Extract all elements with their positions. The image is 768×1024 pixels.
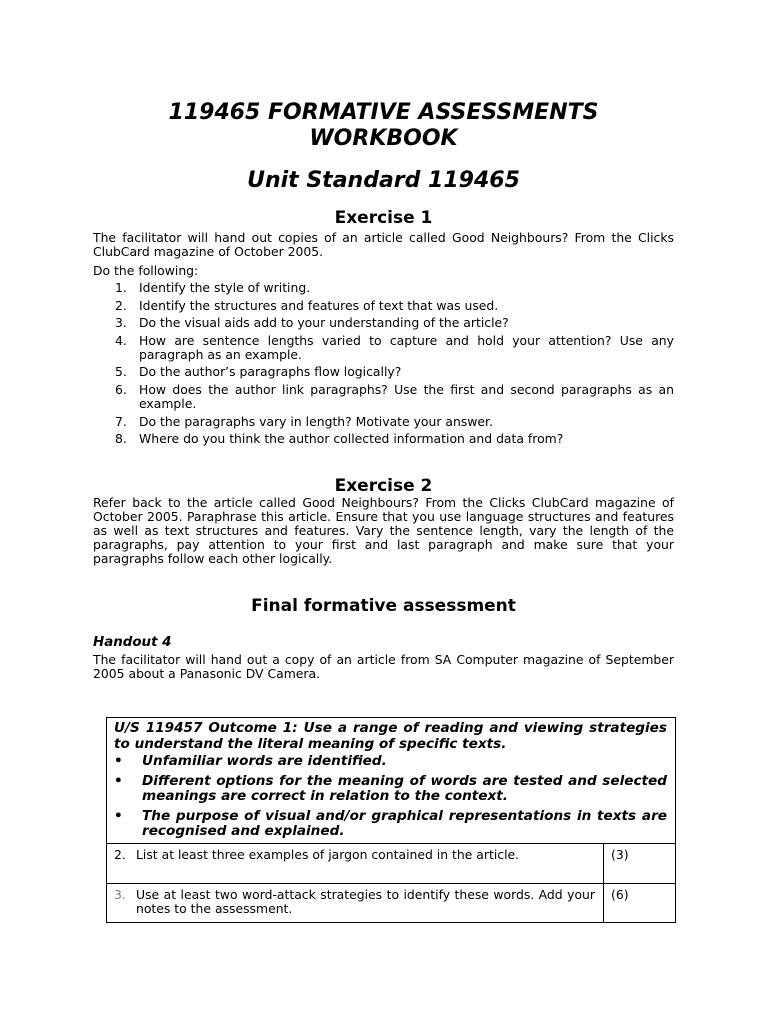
title-line-2: WORKBOOK xyxy=(309,126,458,151)
list-item: • Different options for the meaning of words are tested and selected meanings are correct in relation to the context. xyxy=(114,772,667,804)
list-item: 2. Identify the structures and features of text that was used. xyxy=(115,297,499,313)
bullet-icon: • xyxy=(114,807,123,824)
list-item: 3. Do the visual aids add to your understanding of the article? xyxy=(115,315,509,331)
list-item: 8. Where do you think the author collected information and data from? xyxy=(115,431,564,447)
list-item: 4. How are sentence lengths varied to capture and hold your attention? Use any paragraph as an example. xyxy=(115,332,674,362)
marks-cell: (3) xyxy=(604,843,676,883)
handout-label: Handout 4 xyxy=(93,635,172,651)
exercise-2-heading: Exercise 2 xyxy=(334,476,433,497)
document-page xyxy=(93,100,674,681)
bullet-icon: • xyxy=(114,753,123,769)
question-cell: 3. Use at least two word-attack strategies to identify these words. Add your notes to the assessment. xyxy=(107,883,604,922)
criteria-list xyxy=(114,754,667,840)
table-row xyxy=(107,843,676,883)
exercise-1-intro: The facilitator will hand out copies of an article called Good Neighbours? From the Clicks ClubCard magazine of October 2005. xyxy=(93,230,674,259)
exercise-2-body: Refer back to the article called Good Neighbours? From the Clicks ClubCard magazine of October 2005. Paraphrase this article. Ensure that you use language structures and features as well as text structures and features. Vary the sentence length, vary the length of the paragraphs, pay attention to your first and last paragraph and make sure that your paragraphs follow each other logically. xyxy=(93,495,674,567)
outcome-cell xyxy=(107,718,676,844)
table-row xyxy=(107,883,676,922)
bullet-icon: • xyxy=(114,772,123,789)
document-title xyxy=(93,100,674,152)
list-item: 1. Identify the style of writing. xyxy=(115,280,311,295)
outcome-row xyxy=(107,718,676,844)
handout-text: The facilitator will hand out a copy of an article from SA Computer magazine of September 2005 about a Panasonic DV Camera. xyxy=(93,652,674,682)
title-line-1: 119465 FORMATIVE ASSESSMENTS xyxy=(168,100,599,125)
outcome-statement: U/S 119457 Outcome 1: Use a range of reading and viewing strategies to understand the literal meaning of specific texts. xyxy=(114,720,667,752)
marks-cell: (6) xyxy=(604,883,676,922)
exercise-1-heading: Exercise 1 xyxy=(334,208,433,228)
assessment-table xyxy=(106,717,676,923)
list-item: 5. Do the author’s paragraphs flow logically? xyxy=(115,364,402,380)
list-item: 7. Do the paragraphs vary in length? Motivate your answer. xyxy=(115,413,493,429)
question-cell: 2. List at least three examples of jargon contained in the article. xyxy=(107,843,604,883)
list-item: • The purpose of visual and/or graphical representations in texts are recognised and explained. xyxy=(114,807,667,839)
list-item: 6. How does the author link paragraphs? Use the first and second paragraphs as an example. xyxy=(115,381,674,411)
list-item: • Unfamiliar words are identified. xyxy=(114,753,387,769)
exercise-1-instruction: Do the following: xyxy=(93,263,199,278)
unit-standard-title: Unit Standard 119465 xyxy=(247,168,520,193)
exercise-1-list xyxy=(93,281,674,446)
final-assessment-heading: Final formative assessment xyxy=(251,596,516,617)
